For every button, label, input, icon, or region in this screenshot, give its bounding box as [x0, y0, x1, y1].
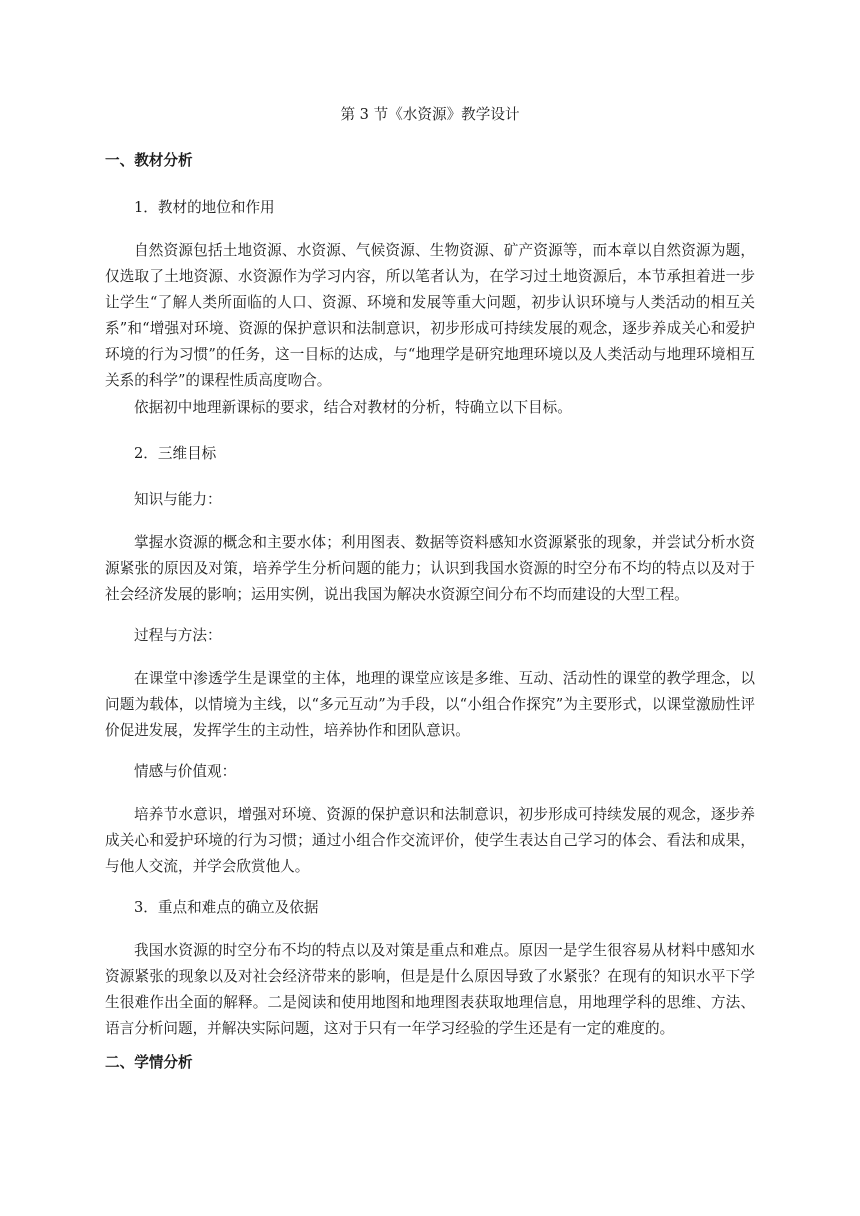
paragraph-knowledge-ability: 掌握水资源的概念和主要水体；利用图表、数据等资料感知水资源紧张的现象，并尝试分析水资源紧张的原因及对策，培养学生分析问题的能力；认识到我国水资源的时空分布不均的特点以及对于社会经济发展的影响；运用实例，说出我国为解决水资源空间分布不均而建设的大型工程。 — [105, 534, 755, 603]
paragraph-status-and-role: 自然资源包括土地资源、水资源、气候资源、生物资源、矿产资源等，而本章以自然资源为题，仅选取了土地资源、水资源作为学习内容，所以笔者认为，在学习过土地资源后，本节承担着进一步让学生“了解人类所面临的人口、资源、环境和发展等重大问题，初步认识环境与人类活动的相互关系”和“增强对环境、资源的保护意识和法制意识，初步形成可持续发展的观念，逐步养成关心和爱护环境的行为习惯”的任务，这一目标的达成，与“地理学是研究地理环境以及人类活动与地理环境相互关系的科学”的课程性质高度吻合。 — [105, 242, 755, 389]
section-heading-textbook-analysis: 一、教材分析 — [105, 152, 193, 169]
subheading-key-points-difficulties: 3．重点和难点的确立及依据 — [134, 899, 319, 916]
goal-label-process-method: 过程与方法： — [134, 627, 222, 644]
paragraph-objectives-intro: 依据初中地理新课标的要求，结合对教材的分析，特确立以下目标。 — [134, 399, 572, 416]
subheading-three-dimensional-goals: 2．三维目标 — [134, 445, 217, 462]
subheading-status-and-role: 1．教材的地位和作用 — [134, 199, 275, 216]
paragraph-emotion-values: 培养节水意识，增强对环境、资源的保护意识和法制意识，初步形成可持续发展的观念，逐步养成关心和爱护环境的行为习惯；通过小组合作交流评价，使学生表达自己学习的体会、看法和成果，与他人交流，并学会欣赏他人。 — [105, 806, 755, 875]
goal-label-emotion-values: 情感与价值观： — [134, 763, 237, 780]
section-heading-learner-analysis: 二、学情分析 — [105, 1054, 193, 1071]
goal-label-knowledge-ability: 知识与能力： — [134, 491, 222, 508]
paragraph-process-method: 在课堂中渗透学生是课堂的主体，地理的课堂应该是多维、互动、活动性的课堂的教学理念，以问题为载体，以情境为主线，以“多元互动”为手段，以“小组合作探究”为主要形式，以课堂激励性评价促进发展，发挥学生的主动性，培养协作和团队意识。 — [105, 670, 755, 739]
paragraph-key-points-difficulties: 我国水资源的时空分布不均的特点以及对策是重点和难点。原因一是学生很容易从材料中感知水资源紧张的现象以及对社会经济带来的影响，但是是什么原因导致了水紧张？在现有的知识水平下学生很难作出全面的解释。二是阅读和使用地图和地理图表获取地理信息，用地理学科的思维、方法、语言分析问题，并解决实际问题，这对于只有一年学习经验的学生还是有一定的难度的。 — [105, 942, 755, 1037]
document-title: 第 3 节《水资源》教学设计 — [340, 106, 520, 123]
